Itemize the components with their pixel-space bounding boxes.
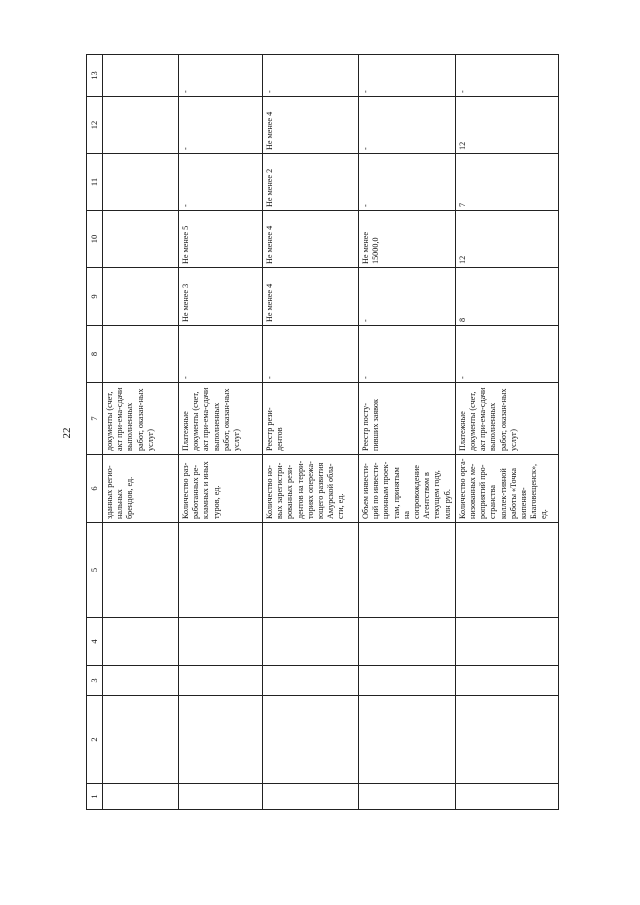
page-number: 22 — [61, 427, 73, 439]
table-cell — [179, 784, 263, 810]
table-cell — [455, 618, 558, 666]
table-cell: - — [179, 326, 263, 383]
table-row — [455, 55, 558, 810]
table-cell — [263, 696, 359, 784]
table-row — [263, 55, 359, 810]
table-cell: Не менее 15000,0 — [359, 211, 456, 268]
table-cell: Объем инвести-ций по инвести-ционным проек-там, принятым на сопровождение Агентством в текущем году, млн руб. — [359, 455, 456, 523]
table-cell — [359, 784, 456, 810]
table-row — [179, 55, 263, 810]
table-cell: - — [179, 154, 263, 211]
table-cell — [263, 618, 359, 666]
table-cell: 12 — [455, 97, 558, 154]
table-cell — [263, 523, 359, 618]
data-table — [86, 54, 559, 810]
table-cell: - — [179, 55, 263, 97]
header-cell: 8 — [87, 326, 103, 383]
table-cell — [359, 696, 456, 784]
table-cell: - — [263, 55, 359, 97]
header-cell: 6 — [87, 455, 103, 523]
header-cell: 2 — [87, 696, 103, 784]
header-cell: 10 — [87, 211, 103, 268]
table-cell: Количество но-вых зарегистри-рованных рези-дентов на терри-ториях опережа-ющего развития Амурской обла-сти, ед. — [263, 455, 359, 523]
table-cell: 7 — [455, 154, 558, 211]
header-cell: 12 — [87, 97, 103, 154]
table-cell — [455, 696, 558, 784]
table-cell — [455, 523, 558, 618]
table-cell: - — [359, 55, 456, 97]
table-cell — [103, 618, 179, 666]
table-cell — [103, 326, 179, 383]
table-cell: - — [455, 55, 558, 97]
table-cell — [455, 666, 558, 696]
table-cell: Не менее 4 — [263, 97, 359, 154]
table-cell — [179, 523, 263, 618]
table-cell: Не менее 2 — [263, 154, 359, 211]
table-row — [359, 55, 456, 810]
table-cell: Не менее 4 — [263, 211, 359, 268]
table-cell — [179, 696, 263, 784]
table-cell — [263, 666, 359, 696]
table-cell: - — [455, 326, 558, 383]
table-cell: 12 — [455, 211, 558, 268]
table-cell: Количество орга-низованных ме-роприятий про-странства коллек-тивной работы «Точка кипения-Благовещенск», ед. — [455, 455, 558, 523]
header-cell: 3 — [87, 666, 103, 696]
table-cell — [359, 618, 456, 666]
header-cell: 13 — [87, 55, 103, 97]
header-row — [87, 55, 103, 810]
table-cell: Не менее 3 — [179, 268, 263, 326]
table-cell — [179, 666, 263, 696]
table-cell: 8 — [455, 268, 558, 326]
table-cell: Платежные документы (счет, акт при-ема-сдачи выполненных работ, оказан-ных услуг) — [179, 383, 263, 455]
table-cell: Не менее 4 — [263, 268, 359, 326]
table-cell: Реестр посту-пивших заявок — [359, 383, 456, 455]
table-cell: зданных регио-нальных брендов, ед. — [103, 455, 179, 523]
table-cell — [103, 696, 179, 784]
table-cell: - — [263, 326, 359, 383]
header-cell: 5 — [87, 523, 103, 618]
table-cell — [103, 523, 179, 618]
header-cell: 1 — [87, 784, 103, 810]
header-cell: 4 — [87, 618, 103, 666]
table-cell — [103, 784, 179, 810]
table-cell — [103, 55, 179, 97]
header-cell: 9 — [87, 268, 103, 326]
table-cell — [359, 523, 456, 618]
header-cell: 7 — [87, 383, 103, 455]
table-cell — [263, 784, 359, 810]
table-cell: Не менее 5 — [179, 211, 263, 268]
table-row — [103, 55, 179, 810]
table-cell: Платежные документы (счет, акт при-ема-сдачи выполненных работ, оказан-ных услуг) — [455, 383, 558, 455]
table-cell: - — [359, 97, 456, 154]
table-cell: - — [179, 97, 263, 154]
table-cell: Реестр рези-дентов — [263, 383, 359, 455]
table-cell — [103, 268, 179, 326]
table-cell: Количество раз-работанных ре-кламных и иных туров, ед. — [179, 455, 263, 523]
table-cell — [103, 154, 179, 211]
table-cell: - — [359, 268, 456, 326]
table-cell — [359, 666, 456, 696]
table-cell — [103, 211, 179, 268]
table-cell: - — [359, 326, 456, 383]
rotated-table-frame — [86, 55, 548, 810]
table-cell: - — [359, 154, 456, 211]
table-cell — [103, 97, 179, 154]
table-cell — [455, 784, 558, 810]
table-cell — [179, 618, 263, 666]
header-cell: 11 — [87, 154, 103, 211]
table-cell: документы (счет, акт при-ема-сдачи выполненных работ, оказан-ных услуг) — [103, 383, 179, 455]
table-cell — [103, 666, 179, 696]
